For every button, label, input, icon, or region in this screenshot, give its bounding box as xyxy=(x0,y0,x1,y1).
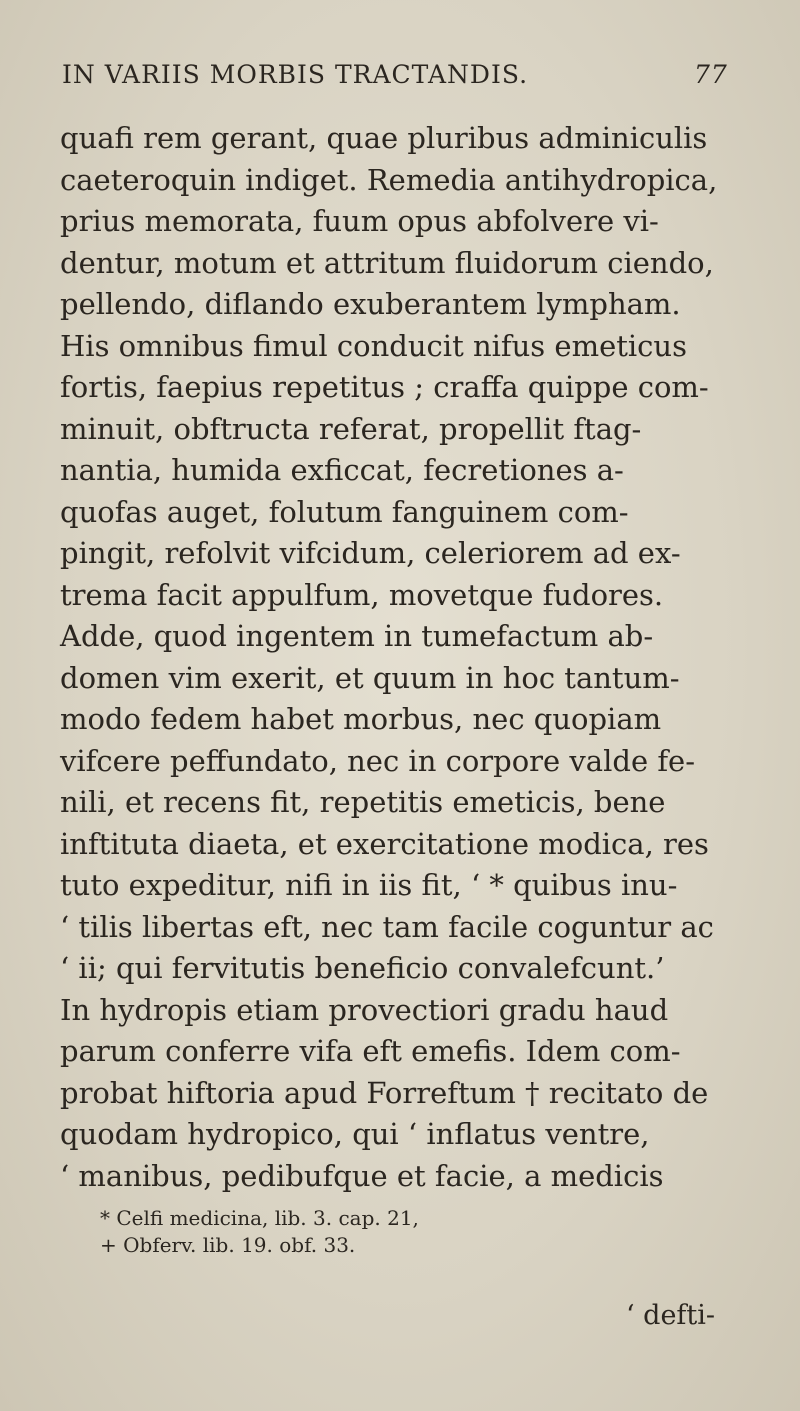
text-line: probat hiftoria apud Forreftum † recitato de xyxy=(60,1075,709,1110)
running-title: IN VARIIS MORBIS TRACTANDIS. xyxy=(62,60,529,89)
text-line: fortis, faepius repetitus ; craffa quippe com- xyxy=(60,370,709,404)
text-line: In hydropis etiam provectiori gradu haud xyxy=(60,992,669,1027)
text-line: quofas auget, folutum fanguinem com- xyxy=(60,494,629,529)
text-line: pellendo, diflando exuberantem lympham. xyxy=(60,287,681,321)
text-line: dentur, motum et attritum fluidorum ciendo, xyxy=(60,245,714,280)
text-line: caeteroquin indiget. Remedia antihydropica, xyxy=(60,162,718,197)
text-line: prius memorata, fuum opus abfolvere vi- xyxy=(60,204,659,238)
footnote: + Obferv. lib. 19. obf. 33. xyxy=(100,1233,356,1257)
text-line: domen vim exerit, et quum in hoc tantum- xyxy=(60,660,680,695)
catchword: ‘ defti- xyxy=(626,1300,716,1331)
text-line: vifcere peffundato, nec in corpore valde fe- xyxy=(60,743,696,778)
footnotes xyxy=(100,1205,720,1259)
text-line: nili, et recens fit, repetitis emeticis, bene xyxy=(60,785,666,819)
text-line: ‘ ii; qui fervitutis beneficio convalefcunt.’ xyxy=(60,951,665,985)
running-header xyxy=(62,60,762,100)
text-line: trema facit appulfum, movetque fudores. xyxy=(60,577,664,612)
text-line: quafi rem gerant, quae pluribus adminiculis xyxy=(60,121,708,155)
text-line: inftituta diaeta, et exercitatione modica, res xyxy=(60,826,709,861)
text-line: minuit, obftructa referat, propellit ftag- xyxy=(60,411,642,446)
footnote: * Celfi medicina, lib. 3. cap. 21, xyxy=(100,1206,419,1230)
text-line: Adde, quod ingentem in tumefactum ab- xyxy=(60,619,654,653)
text-line: quodam hydropico, qui ‘ inflatus ventre, xyxy=(60,1117,650,1151)
text-line: pingit, refolvit vifcidum, celeriorem ad ex- xyxy=(60,536,681,570)
text-line: His omnibus fimul conducit nifus emeticus xyxy=(60,328,687,363)
text-line: tuto expeditur, nifi in iis fit, ‘ * quibus inu- xyxy=(60,868,678,902)
main-text xyxy=(60,118,780,1197)
text-line: modo fedem habet morbus, nec quopiam xyxy=(60,702,662,736)
page-number: 77 xyxy=(694,60,728,89)
text-line: ‘ tilis libertas eft, nec tam facile coguntur ac xyxy=(60,909,714,944)
text-line: nantia, humida exficcat, fecretiones a- xyxy=(60,453,624,487)
text-line: parum conferre vifa eft emefis. Idem com- xyxy=(60,1034,681,1068)
text-line: ‘ manibus, pedibufque et facie, a medicis xyxy=(60,1158,664,1193)
